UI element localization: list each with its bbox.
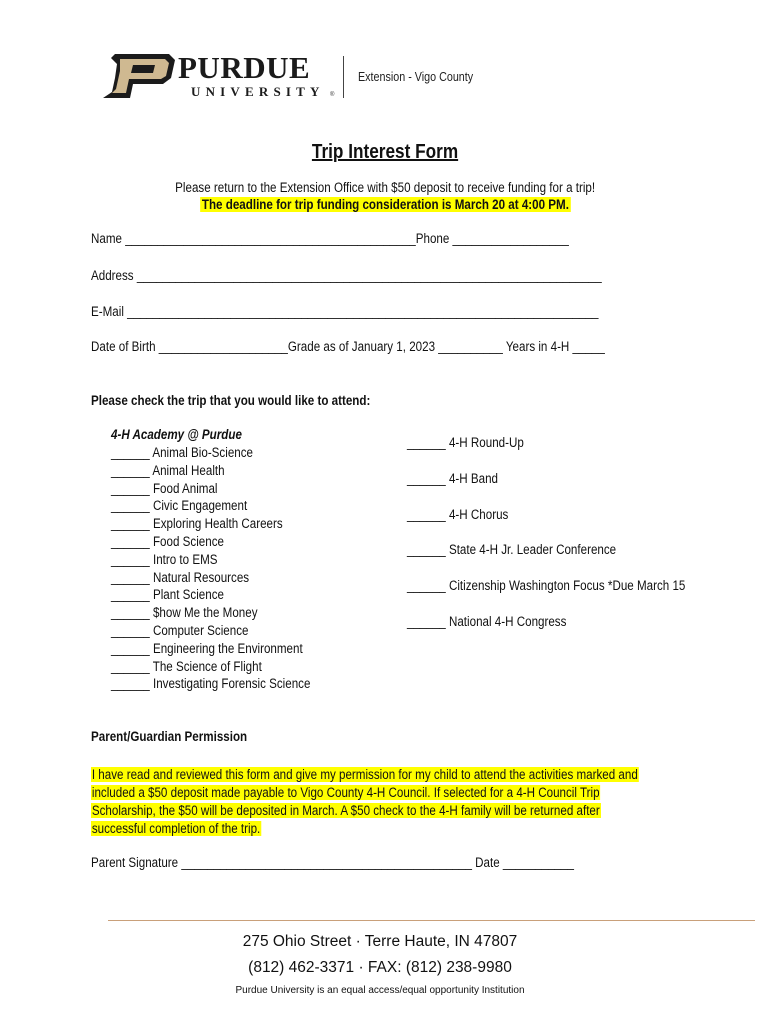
- list-item[interactable]: ______ Animal Health: [111, 462, 225, 478]
- list-item[interactable]: ______ Computer Science: [111, 622, 249, 638]
- permission-line: included a $50 deposit made payable to Vigo County 4-H Council. If selected for a 4-H Council Trip: [91, 785, 600, 800]
- trip-prompt: Please check the trip that you would like to attend:: [91, 393, 371, 408]
- parent-signature-field[interactable]: Parent Signature _____________________________________________ Date ___________: [91, 855, 574, 870]
- footer-divider: [108, 920, 755, 921]
- instruction-row: [0, 180, 770, 195]
- list-item[interactable]: ______ State 4-H Jr. Leader Conference: [407, 542, 617, 558]
- list-item[interactable]: ______ The Science of Flight: [111, 658, 262, 674]
- list-item[interactable]: ______ Investigating Forensic Science: [111, 676, 311, 692]
- permission-header: Parent/Guardian Permission: [91, 729, 248, 744]
- permission-line: successful completion of the trip.: [91, 821, 261, 836]
- deadline-text: The deadline for trip funding consideration is March 20 at 4:00 PM.: [201, 197, 569, 212]
- form-title-row: [0, 141, 770, 164]
- list-item[interactable]: ______ Intro to EMS: [111, 551, 218, 567]
- name-phone-field[interactable]: Name _____________________________________________Phone __________________: [91, 231, 569, 246]
- footer-phone: (812) 462-3371 · FAX: (812) 238-9980: [248, 959, 512, 976]
- list-item[interactable]: ______ Civic Engagement: [111, 498, 248, 514]
- permission-line: Scholarship, the $50 will be deposited in March. A $50 check to the 4-H family will be returned after: [91, 803, 600, 818]
- list-item[interactable]: ______ Food Animal: [111, 480, 218, 496]
- purdue-wordmark: PURDUE: [178, 50, 311, 85]
- list-item[interactable]: ______ Natural Resources: [111, 569, 250, 585]
- footer-eeo-statement: Purdue University is an equal access/equal opportunity Institution: [235, 985, 525, 996]
- list-item[interactable]: ______ 4-H Chorus: [407, 506, 509, 522]
- academy-options-list: [111, 425, 310, 693]
- list-item[interactable]: ______ Food Science: [111, 533, 224, 549]
- instruction-text: Please return to the Extension Office with $50 deposit to receive funding for a trip!: [175, 180, 595, 195]
- list-item[interactable]: ______ Engineering the Environment: [111, 640, 303, 656]
- list-item[interactable]: ______ Animal Bio-Science: [111, 445, 253, 460]
- email-field[interactable]: E-Mail _________________________________________________________________________: [91, 304, 599, 319]
- form-title: Trip Interest Form: [311, 141, 459, 163]
- list-item[interactable]: ______ 4-H Band: [407, 470, 499, 486]
- list-item[interactable]: ______ 4-H Round-Up: [407, 435, 524, 450]
- list-item[interactable]: ______ Exploring Health Careers: [111, 516, 283, 532]
- registered-mark: ®: [330, 92, 335, 98]
- list-item[interactable]: ______ National 4-H Congress: [407, 613, 567, 629]
- list-item[interactable]: ______ Plant Science: [111, 587, 224, 603]
- university-wordmark: UNIVERSITY: [191, 84, 325, 99]
- permission-text: [91, 766, 676, 838]
- purdue-p-logo-icon: [103, 54, 175, 98]
- header-divider: [343, 56, 344, 98]
- list-item[interactable]: ______ Citizenship Washington Focus *Due March 15: [407, 578, 686, 594]
- footer-address: 275 Ohio Street · Terre Haute, IN 47807: [242, 933, 518, 950]
- permission-line: I have read and reviewed this form and give my permission for my child to attend the activities marked and: [91, 767, 638, 782]
- dob-grade-years-field[interactable]: Date of Birth ____________________Grade as of January 1, 2023 __________ Years in 4-H _____: [91, 339, 605, 354]
- academy-header: 4-H Academy @ Purdue: [111, 427, 242, 442]
- department-name: Extension - Vigo County: [358, 70, 474, 84]
- address-field[interactable]: Address ________________________________________________________________________: [91, 268, 602, 283]
- deadline-row: [0, 197, 770, 212]
- list-item[interactable]: ______ $how Me the Money: [111, 605, 258, 621]
- other-trips-list: [407, 433, 685, 648]
